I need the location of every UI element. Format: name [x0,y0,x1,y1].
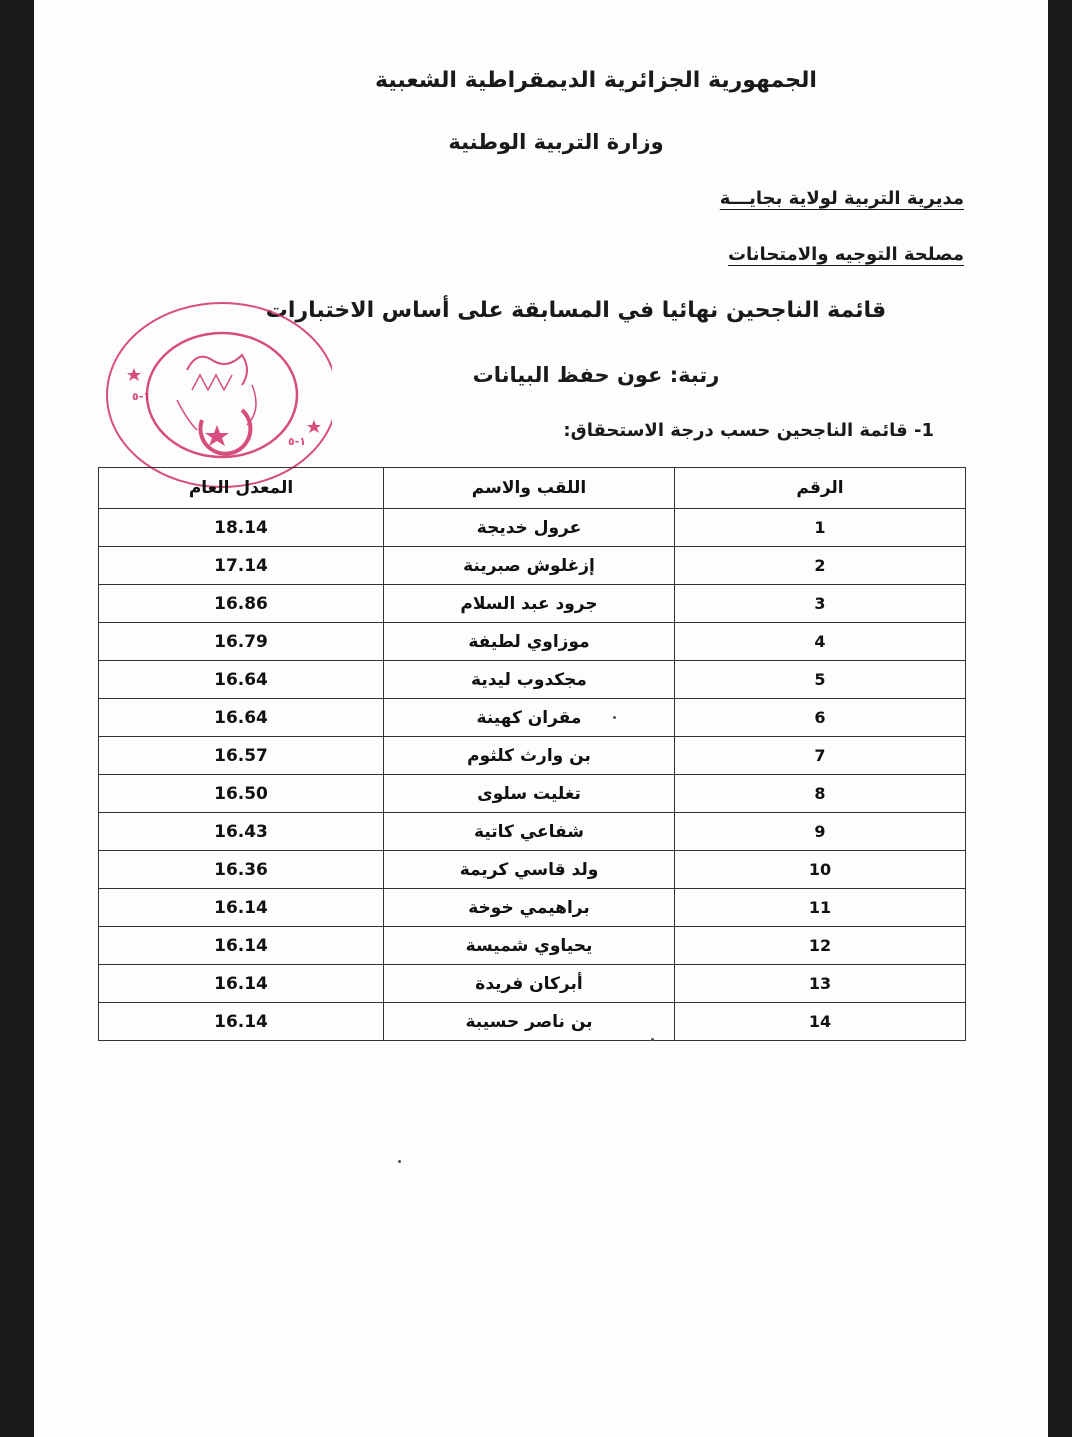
official-stamp [92,300,332,490]
republic-header: الجمهورية الجزائرية الديمقراطية الشعبية [375,68,817,93]
table-row [99,775,966,813]
row-number: 11 [675,889,966,927]
table-header-row [99,468,966,509]
row-name: تغليت سلوى [384,775,675,813]
row-number: 3 [675,585,966,623]
rank-line: رتبة: عون حفظ البيانات [472,363,720,387]
row-name: جرود عبد السلام [384,585,675,623]
table-row [99,699,966,737]
row-name: مجكدوب ليدية [384,661,675,699]
row-average: 16.36 [99,851,384,889]
section-heading: 1- قائمة الناجحين حسب درجة الاستحقاق: [563,420,934,441]
table-row [99,927,966,965]
document-page [34,0,1048,1437]
table-row [99,851,966,889]
row-number: 8 [675,775,966,813]
speck [651,1038,654,1041]
row-number: 6 [675,699,966,737]
row-number: 10 [675,851,966,889]
row-average: 16.86 [99,585,384,623]
row-average: 16.14 [99,1003,384,1041]
row-number: 4 [675,623,966,661]
row-average: 18.14 [99,509,384,547]
row-name: شفاعي كاتية [384,813,675,851]
table-row [99,585,966,623]
row-average: 16.14 [99,927,384,965]
header-average: المعدل العام [99,468,384,509]
row-average: 16.14 [99,889,384,927]
svg-text:١-٥: ١-٥ [288,435,307,448]
row-number: 2 [675,547,966,585]
speck [398,1160,401,1163]
row-name: بن ناصر حسيبة [384,1003,675,1041]
table-row [99,661,966,699]
service-header: مصلحة التوجيه والامتحانات [727,244,964,265]
table-row [99,737,966,775]
row-average: 16.64 [99,699,384,737]
row-average: 16.64 [99,661,384,699]
table-row [99,965,966,1003]
row-average: 16.79 [99,623,384,661]
row-name: بن وارث كلثوم [384,737,675,775]
directorate-header: مديرية التربية لولاية بجايـــة [719,188,964,209]
svg-text:١-٥: ١-٥ [132,390,151,403]
row-name: موزاوي لطيفة [384,623,675,661]
speck [613,716,616,719]
row-number: 5 [675,661,966,699]
row-average: 16.43 [99,813,384,851]
row-number: 1 [675,509,966,547]
results-table [98,467,966,1041]
row-number: 12 [675,927,966,965]
table-row [99,623,966,661]
row-name: إزغلوش صبرينة [384,547,675,585]
row-average: 16.14 [99,965,384,1003]
row-name: أبركان فريدة [384,965,675,1003]
table-row [99,509,966,547]
header-number: الرقم [675,468,966,509]
ministry-header: وزارة التربية الوطنية [448,130,664,154]
row-average: 17.14 [99,547,384,585]
row-number: 7 [675,737,966,775]
row-number: 13 [675,965,966,1003]
row-name: مقران كهينة [384,699,675,737]
row-number: 14 [675,1003,966,1041]
row-name: عرول خديجة [384,509,675,547]
table-row [99,889,966,927]
row-number: 9 [675,813,966,851]
table-row [99,547,966,585]
table-row [99,1003,966,1041]
row-average: 16.50 [99,775,384,813]
row-name: ولد قاسي كريمة [384,851,675,889]
row-name: يحياوي شميسة [384,927,675,965]
document-title: قائمة الناجحين نهائيا في المسابقة على أساس الاختبارات [265,298,887,323]
header-name: اللقب والاسم [384,468,675,509]
row-average: 16.57 [99,737,384,775]
table-row [99,813,966,851]
row-name: براهيمي خوخة [384,889,675,927]
